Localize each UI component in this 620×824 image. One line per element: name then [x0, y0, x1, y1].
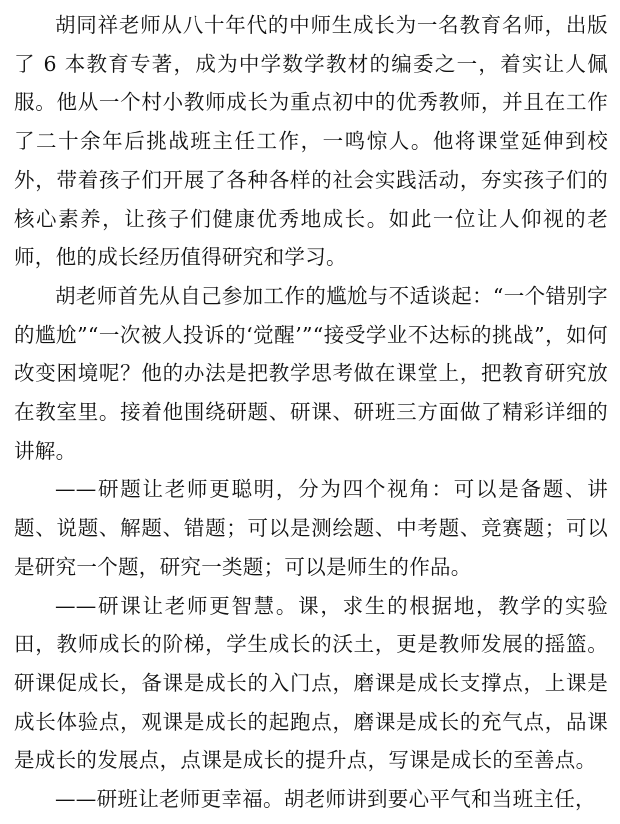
paragraph-research-lessons: ——研课让老师更智慧。课，求生的根据地，教学的实验田，教师成长的阶梯，学生成长的沃土，更是教师发展的摇篮。研课促成长，备课是成长的入门点，磨课是成长支撑点，上课是成长体验点，观课是成长的起跑点，磨课是成长的充气点，品课是成长的发展点，点课是成长的提升点，写课是成长的至善点。 — [14, 593, 608, 773]
paragraph-research-class: ——研班让老师更幸福。胡老师讲到要心平气和当班主任， — [55, 787, 596, 812]
paragraph-work-beginning: 胡老师首先从自己参加工作的尴尬与不适谈起：“一个错别字的尴尬”“一次被人投诉的‘觉醒’”“接受学业不达标的挑战”，如何改变困境呢？他的办法是把教学思考做在课堂上，把教育研究放在教室里。接着他围绕研题、研课、研班三方面做了精彩详细的讲解。 — [14, 283, 608, 463]
paragraph-intro: 胡同祥老师从八十年代的中师生成长为一名教育名师，出版了 6 本教育专著，成为中学数学教材的编委之一，着实让人佩服。他从一个村小教师成长为重点初中的优秀教师，并且在工作了二十余年后挑战班主任工作，一鸣惊人。他将课堂延伸到校外，带着孩子们开展了各种各样的社会实践活动，夯实孩子们的核心素养，让孩子们健康优秀地成长。如此一位让人仰视的老师，他的成长经历值得研究和学习。 — [14, 13, 608, 270]
article-body — [14, 0, 608, 819]
paragraph-research-problems: ——研题让老师更聪明，分为四个视角：可以是备题、讲题、说题、解题、错题；可以是测绘题、中考题、竞赛题；可以是研究一个题，研究一类题；可以是师生的作品。 — [14, 477, 608, 579]
document-page — [14, 0, 608, 824]
